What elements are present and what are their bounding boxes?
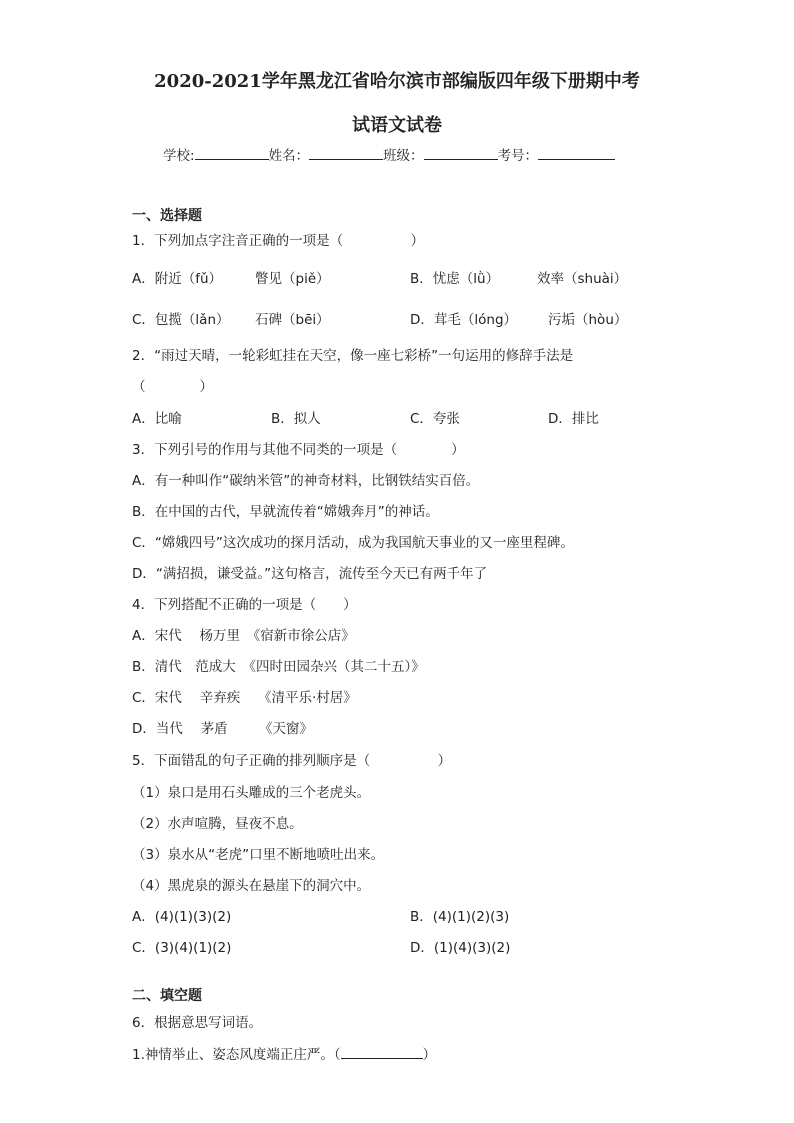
q2-option-a: A．比喻 <box>132 411 182 427</box>
q5-option-b: B．(4)(1)(2)(3) <box>410 909 510 925</box>
paper-title-line-1: 2020-2021学年黑龙江省哈尔滨市部编版四年级下册期中考 <box>154 71 640 92</box>
q3-option-c: C．“嫦娥四号”这次成功的探月活动，成为我国航天事业的又一座里程碑。 <box>132 535 574 551</box>
name-blank[interactable] <box>309 145 383 160</box>
q4-option-a: A．宋代 杨万里 《宿新市徐公店》 <box>132 628 355 644</box>
q2-option-d: D．排比 <box>548 411 599 427</box>
q1-option-b2: 效率（shuài） <box>537 271 628 287</box>
question-5-stem: 5．下面错乱的句子正确的排列顺序是（ ） <box>132 753 452 769</box>
q5-option-d: D．(1)(4)(3)(2) <box>410 940 511 956</box>
name-label: 姓名： <box>268 148 310 164</box>
question-2-bracket: （ ） <box>132 379 213 395</box>
q5-sentence-4: （4）黑虎泉的源头在悬崖下的洞穴中。 <box>132 878 371 894</box>
number-label: 考号： <box>497 148 539 164</box>
q5-sentence-2: （2）水声喧腾，昼夜不息。 <box>132 816 303 832</box>
q6-item-1-text: 1.神情举止、姿态风度端正庄严。（ <box>132 1047 341 1063</box>
section-heading-fill: 二、填空题 <box>132 988 202 1004</box>
q1-option-c: C．包揽（lǎn） <box>132 312 230 328</box>
q5-option-c: C．(3)(4)(1)(2) <box>132 940 232 956</box>
question-6-stem: 6．根据意思写词语。 <box>132 1015 263 1031</box>
q1-option-a2: 瞥见（piě） <box>255 271 330 287</box>
q6-item-1-close: ） <box>422 1047 437 1063</box>
q1-option-d: D．茸毛（lóng） <box>410 312 518 328</box>
q1-option-a: A．附近（fǔ） <box>132 271 223 287</box>
q1-option-b: B．忧虑（lǜ） <box>410 271 500 287</box>
q5-sentence-1: （1）泉口是用石头雕成的三个老虎头。 <box>132 785 371 801</box>
question-1-stem: 1．下列加点字注音正确的一项是（ ） <box>132 233 425 249</box>
q1-option-c2: 石碑（bēi） <box>255 312 330 328</box>
school-blank[interactable] <box>195 145 269 160</box>
q4-option-d: D．当代 茅盾 《天窗》 <box>132 721 313 737</box>
q3-option-a: A．有一种叫作“碳纳米管”的神奇材料，比钢铁结实百倍。 <box>132 473 480 489</box>
q3-option-d: D．“满招损，谦受益。”这句格言，流传至今天已有两千年了 <box>132 566 488 582</box>
class-blank[interactable] <box>424 145 498 160</box>
paper-title-line-2: 试语文试卷 <box>352 115 442 136</box>
number-blank[interactable] <box>538 145 615 160</box>
q2-option-c: C．夸张 <box>410 411 460 427</box>
question-4-stem: 4．下列搭配不正确的一项是（ ） <box>132 597 357 613</box>
question-2-stem: 2．“雨过天晴，一轮彩虹挂在天空，像一座七彩桥”一句运用的修辞手法是 <box>132 348 574 364</box>
section-heading-choice: 一、选择题 <box>132 208 202 224</box>
q4-option-c: C．宋代 辛弃疾 《清平乐·村居》 <box>132 690 357 706</box>
q6-item-1-answer-blank[interactable] <box>341 1044 423 1059</box>
q5-option-a: A．(4)(1)(3)(2) <box>132 909 232 925</box>
school-label: 学校: <box>163 148 195 164</box>
q2-option-b: B．拟人 <box>271 411 321 427</box>
q1-option-d2: 污垢（hòu） <box>548 312 628 328</box>
question-3-stem: 3．下列引号的作用与其他不同类的一项是（ ） <box>132 442 465 458</box>
student-info-line <box>163 145 615 165</box>
q6-item-1 <box>132 1044 436 1064</box>
class-label: 班级： <box>383 148 424 164</box>
q5-sentence-3: （3）泉水从“老虎”口里不断地喷吐出来。 <box>132 847 385 863</box>
q4-option-b: B．清代 范成大 《四时田园杂兴（其二十五）》 <box>132 659 425 675</box>
q3-option-b: B．在中国的古代，早就流传着“嫦娥奔月”的神话。 <box>132 504 439 520</box>
